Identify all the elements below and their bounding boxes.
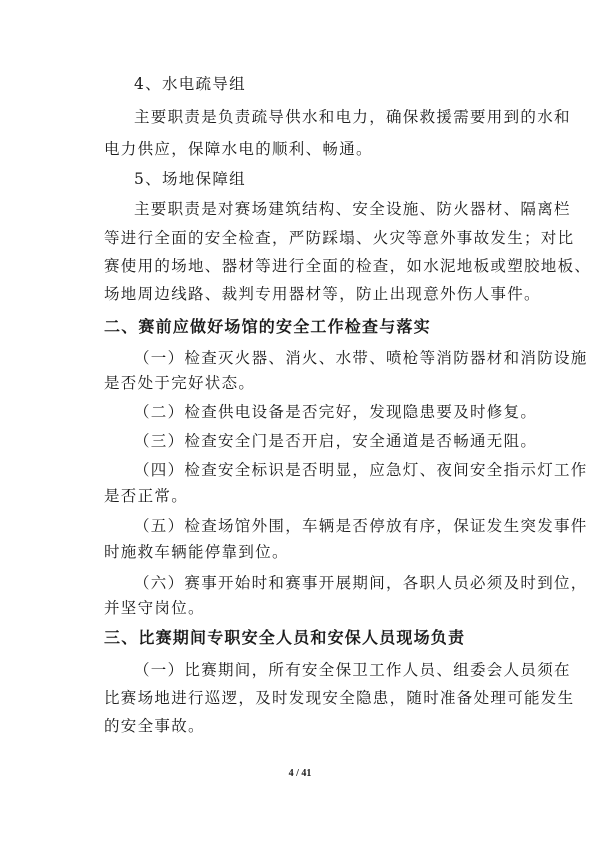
paragraph-line: 赛使用的场地、器材等进行全面的检查，如水泥地板或塑胶地板、 [104,257,592,275]
list-item: （五）检查场馆外围，车辆是否停放有序，保证发生突发事件 [134,517,588,535]
list-item: （三）检查安全门是否开启，安全通道是否畅通无阻。 [134,432,538,450]
paragraph-line: 并坚守岗位。 [104,599,205,617]
paragraph-line: 时施救车辆能停靠到位。 [104,543,289,561]
page-number: 4 / 41 [288,768,312,779]
paragraph-line: 场地周边线路、裁判专用器材等，防止出现意外伤人事件。 [104,285,541,303]
list-item: （一）检查灭火器、消火、水带、喷枪等消防器材和消防设施 [134,349,588,367]
list-item: （四）检查安全标识是否明显，应急灯、夜间安全指示灯工作 [134,461,588,479]
section-heading-2: 二、赛前应做好场馆的安全工作检查与落实 [104,317,431,336]
list-item: （一）比赛期间，所有安全保卫工作人员、组委会人员须在 [134,661,571,679]
paragraph-line: 主要职责是负责疏导供水和电力，确保救援需要用到的水和 [134,108,571,126]
subheading-venue-guarantee: 5、场地保障组 [134,170,246,188]
paragraph-line: 等进行全面的安全检查，严防踩塌、火灾等意外事故发生；对比 [104,229,575,247]
paragraph-line: 是否处于完好状态。 [104,374,256,392]
paragraph-line: 主要职责是对赛场建筑结构、安全设施、防火器材、隔离栏 [134,200,571,218]
subheading-water-electric: 4、水电疏导组 [134,75,246,93]
list-item: （六）赛事开始时和赛事开展期间，各职人员必须及时到位， [134,574,588,592]
paragraph-line: 是否正常。 [104,487,189,505]
paragraph-line: 比赛场地进行巡逻，及时发现安全隐患，随时准备处理可能发生 [104,689,575,707]
paragraph-line: 的安全事故。 [104,717,205,735]
section-heading-3: 三、比赛期间专职安全人员和安保人员现场负责 [104,628,466,647]
paragraph-line: 电力供应，保障水电的顺利、畅通。 [104,140,373,158]
list-item: （二）检查供电设备是否完好，发现隐患要及时修复。 [134,403,538,421]
